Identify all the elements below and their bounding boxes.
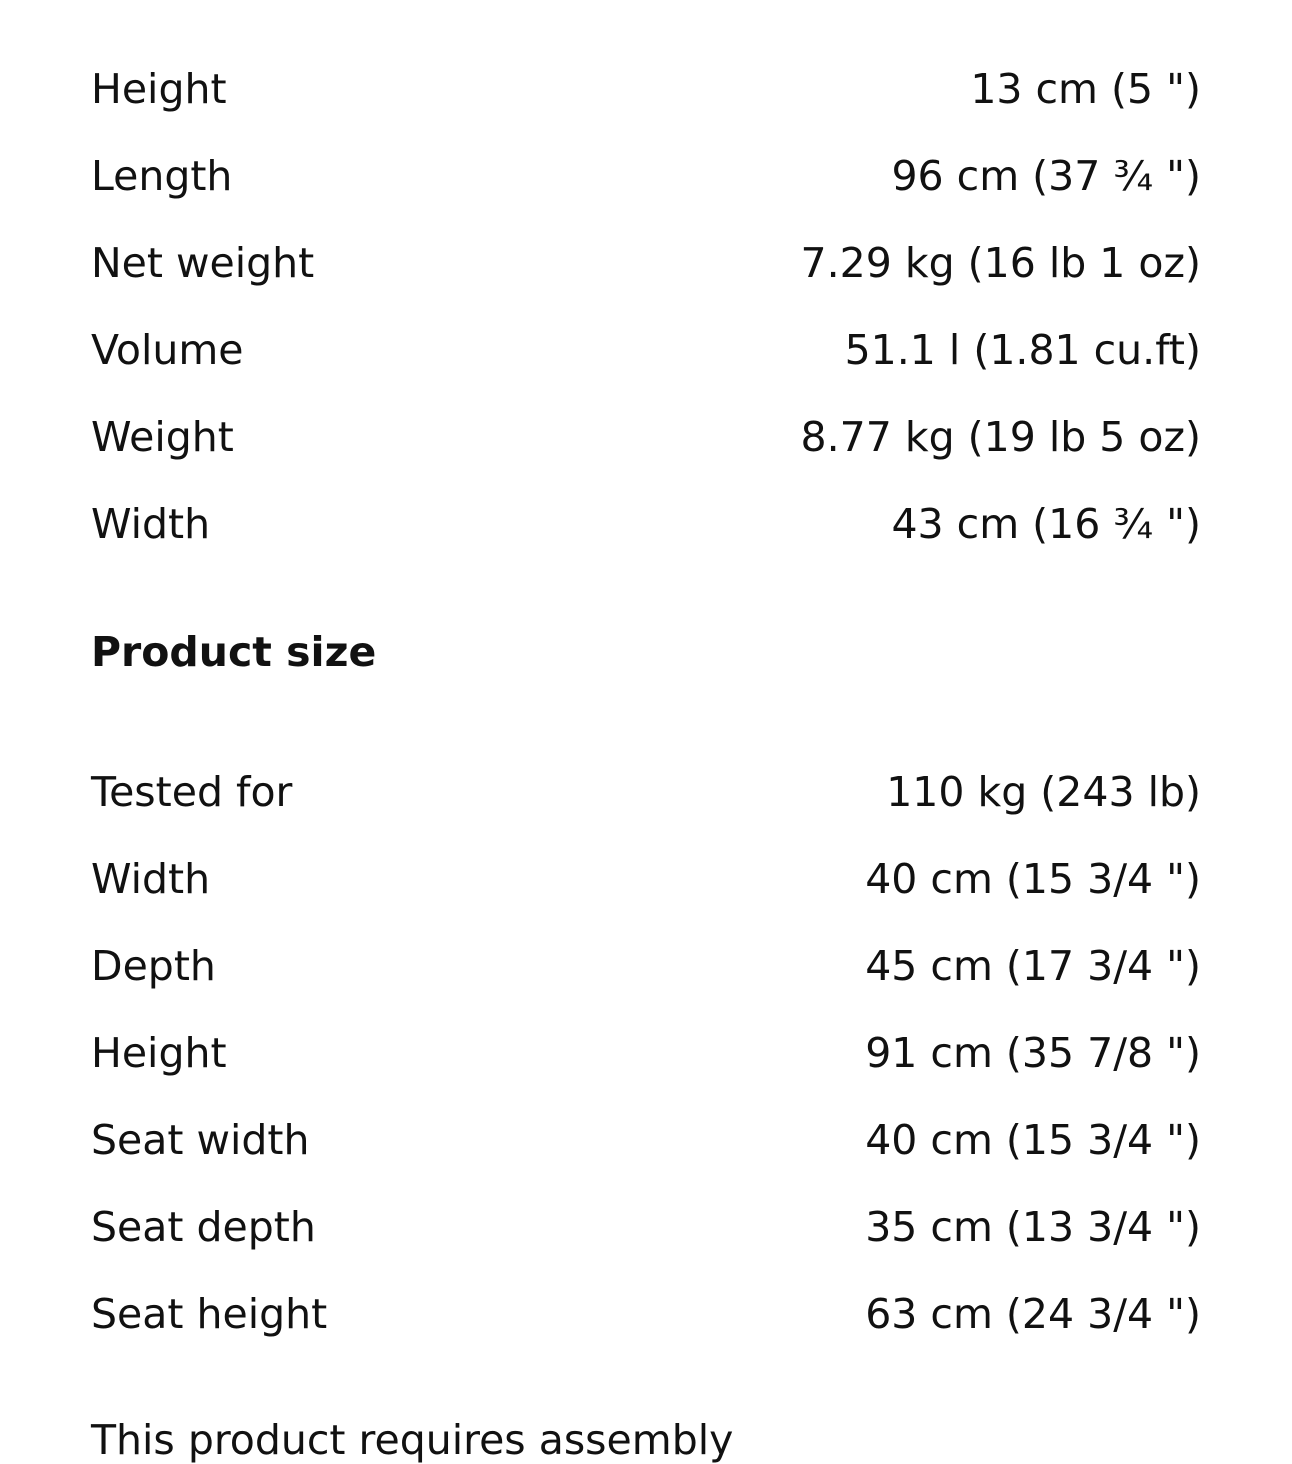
spec-row-height [91,1010,1201,1097]
spec-row-seat-width [91,1097,1201,1184]
spec-value: 96 cm (37 ¾ ") [891,152,1201,200]
assembly-note: This product requires assembly [91,1416,734,1464]
spec-value: 110 kg (243 lb) [886,768,1201,816]
spec-label: Seat width [91,1116,310,1164]
spec-row-height [91,46,1201,133]
spec-value: 7.29 kg (16 lb 1 oz) [800,239,1201,287]
spec-label: Tested for [91,768,293,816]
spec-value: 63 cm (24 3/4 ") [865,1290,1201,1338]
spec-row-seat-height [91,1271,1201,1358]
spec-label: Seat depth [91,1203,316,1251]
spec-label: Depth [91,942,216,990]
spec-row-net-weight [91,220,1201,307]
spec-value: 43 cm (16 ¾ ") [891,500,1201,548]
spec-label: Width [91,855,211,903]
spec-label: Net weight [91,239,315,287]
spec-row-weight [91,394,1201,481]
spec-row-width [91,836,1201,923]
spec-value: 35 cm (13 3/4 ") [865,1203,1201,1251]
spec-row-volume [91,307,1201,394]
spec-label: Weight [91,413,234,461]
spec-label: Length [91,152,233,200]
spec-row-depth [91,923,1201,1010]
product-size-heading: Product size [91,628,377,676]
spec-value: 51.1 l (1.81 cu.ft) [844,326,1201,374]
spec-value: 40 cm (15 3/4 ") [865,855,1201,903]
spec-row-length [91,133,1201,220]
spec-row-tested-for [91,749,1201,836]
spec-row-width [91,481,1201,568]
spec-value: 13 cm (5 ") [970,65,1201,113]
spec-label: Height [91,65,227,113]
product-size-list [91,749,1201,1358]
spec-value: 40 cm (15 3/4 ") [865,1116,1201,1164]
spec-label: Width [91,500,211,548]
spec-label: Volume [91,326,244,374]
spec-value: 45 cm (17 3/4 ") [865,942,1201,990]
package-spec-list [91,46,1201,568]
spec-value: 8.77 kg (19 lb 5 oz) [800,413,1201,461]
spec-label: Seat height [91,1290,328,1338]
spec-label: Height [91,1029,227,1077]
spec-value: 91 cm (35 7/8 ") [865,1029,1201,1077]
spec-row-seat-depth [91,1184,1201,1271]
